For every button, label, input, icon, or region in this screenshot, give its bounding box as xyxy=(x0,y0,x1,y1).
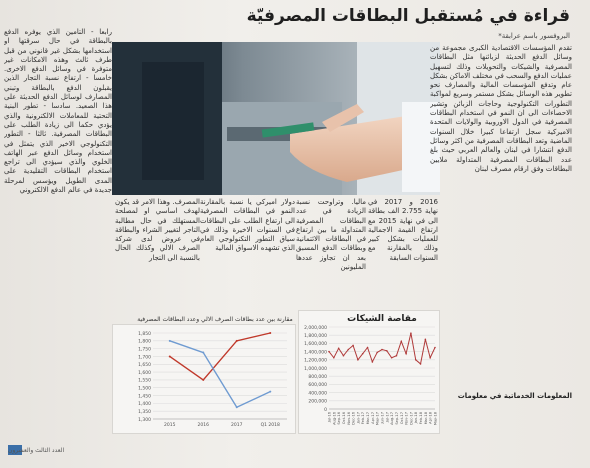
data-point xyxy=(405,353,407,355)
article-column-middle-4: 2016 و 2017 في نهاية 2.755 الف بطاقة الى في نهاية 2015 مع ارتفاع القيمة الاجمالية للعمليات بشكل كبير وذلك بالمقارنة مع السنوات السابقة xyxy=(368,198,438,262)
y-tick-label: 600,000 xyxy=(308,383,327,389)
x-tick-label: Aug-16 xyxy=(332,412,337,425)
y-tick-label: 1,200,000 xyxy=(304,358,327,364)
x-tick-label: Oct-16 xyxy=(341,412,346,425)
chart-cards-comparison xyxy=(112,324,296,434)
y-tick-label: 2,000,000 xyxy=(304,325,327,331)
x-tick-label: Aug-17 xyxy=(390,412,395,425)
x-tick-label: Apr-18 xyxy=(428,412,433,424)
y-tick-label: 1,550 xyxy=(138,378,151,384)
y-tick-label: 0 xyxy=(324,407,327,413)
y-tick-label: 1,800,000 xyxy=(304,334,327,339)
y-tick-label: 1,450 xyxy=(138,394,151,400)
x-tick-label: May-18 xyxy=(433,412,438,426)
chart-cheque-clearing xyxy=(298,310,440,434)
data-point xyxy=(347,349,349,351)
x-tick-label: Jul-17 xyxy=(385,412,390,423)
y-tick-label: 1,000,000 xyxy=(304,366,327,372)
article-title: قراءة في مُستقبل البطاقات المصرفيّة xyxy=(246,6,570,26)
data-point xyxy=(381,349,383,351)
data-point xyxy=(429,357,431,359)
data-point xyxy=(362,353,364,355)
x-tick-label: Jan-18 xyxy=(414,412,419,424)
data-point xyxy=(328,351,330,353)
data-point xyxy=(425,339,427,341)
data-point xyxy=(236,340,238,342)
y-tick-label: 1,800 xyxy=(138,339,151,345)
x-tick-label: Oct-17 xyxy=(399,412,404,425)
y-tick-label: 200,000 xyxy=(308,399,327,405)
data-point xyxy=(333,357,335,359)
y-tick-label: 1,350 xyxy=(138,409,151,415)
y-tick-label: 1,700 xyxy=(138,355,151,361)
y-tick-label: 400,000 xyxy=(308,391,327,397)
data-point xyxy=(420,363,422,365)
data-point xyxy=(396,355,398,357)
x-tick-label: Jun-17 xyxy=(380,412,385,424)
article-column-left: رابعا - التأمين الذي يوفره الدفع بالبطاقة في حال سرقتها او استخدامها بشكل غير قانوني من قبل طرف ثالث وهذه الامكانات غير متوفرة في وسائل الدفع الاخرى. خامسا - ارتفاع نسبة التجار الذين يقبلون الدفع بالبطاقة وتبني المصارف لوسائل الدفع الحديثة على هذا الصعيد. سادسا - تطور البنية التحتية للمعاملات الالكترونية والذي يؤدي حكما الى زيادة الطلب على البطاقات المصرفية. ثالثا - التطور التكنولوجي الاخير الذي يتمثل في استخدام وسائل الدفع عبر الهاتف الخلوي والذي سيؤدي الى تراجع استخدام البطاقات التقليدية على المدى الطويل ويؤسس لمرحلة جديدة في عالم الدفع الالكتروني xyxy=(4,28,112,195)
x-tick-label: Sep-16 xyxy=(337,412,342,425)
x-tick-label: 2017 xyxy=(231,423,243,428)
y-tick-label: 1,400,000 xyxy=(304,350,327,356)
article-column-middle-3: ماليا. وتراوحت نسبة الزيادة في عدد البطاقات المصرفية المتداولة ما بين ارتفاع في البطاقات الائتمانية وبطاقات الدفع المسبق بعد ان تجاوز عددها المليونين xyxy=(296,198,366,272)
x-tick-label: Nov-17 xyxy=(404,412,409,425)
y-tick-label: 1,400 xyxy=(138,402,151,408)
data-point xyxy=(386,350,388,352)
data-point xyxy=(169,355,171,357)
x-tick-label: May-17 xyxy=(375,412,380,426)
data-point xyxy=(372,361,374,363)
y-tick-label: 1,500 xyxy=(138,386,151,392)
atm-card-illustration xyxy=(112,42,440,195)
x-tick-label: Q1 2018 xyxy=(260,423,280,428)
x-tick-label: Sep-17 xyxy=(394,412,399,425)
data-point xyxy=(169,340,171,342)
x-tick-label: Feb-18 xyxy=(419,412,424,425)
x-tick-label: Nov-16 xyxy=(346,412,351,425)
data-point xyxy=(376,352,378,354)
x-tick-label: Mar-17 xyxy=(366,412,371,425)
data-point xyxy=(391,357,393,359)
y-tick-label: 1,300 xyxy=(138,417,151,423)
data-point xyxy=(352,345,354,347)
section-subhead: المعلومات الخدماتية في معلومات xyxy=(457,392,572,400)
x-tick-label: Apr-17 xyxy=(370,412,375,424)
x-tick-label: Jul-16 xyxy=(327,412,332,423)
y-tick-label: 1,850 xyxy=(138,331,151,337)
chart-cheque-svg xyxy=(299,311,439,433)
x-tick-label: Feb-17 xyxy=(361,412,366,425)
x-tick-label: Mar-18 xyxy=(423,412,428,425)
x-tick-label: Jan-17 xyxy=(356,412,361,424)
article-column-middle-2: دولار اميركي يا نسبة بالمقارنة النمو في البطاقات المصرفية الى ارتفاع الطلب على البطاقات في السنوات الاخيرة وذلك في سياق التطور التكنولوجي العام الذي تشهده الاسواق المالية xyxy=(200,198,295,253)
data-point xyxy=(338,348,340,350)
chart-title: مقاصة الشيكات xyxy=(347,314,417,324)
data-point xyxy=(400,341,402,343)
data-point xyxy=(415,359,417,361)
y-tick-label: 800,000 xyxy=(308,375,327,380)
x-tick-label: 2015 xyxy=(164,423,176,428)
data-point xyxy=(410,332,412,334)
data-point xyxy=(357,359,359,361)
chart-left-caption: مقارنة بين عدد بطاقات الصرف الالي وعدد البطاقات المصرفية xyxy=(137,316,293,323)
article-byline: البروفسور باسم عرابقة* xyxy=(498,32,570,40)
x-tick-label: 2016 xyxy=(197,423,209,428)
x-tick-label: Dec-17 xyxy=(409,412,414,425)
series-line-1 xyxy=(170,341,271,407)
chart-cards-svg xyxy=(113,325,295,433)
data-point xyxy=(236,406,238,408)
data-point xyxy=(434,347,436,349)
y-tick-label: 1,650 xyxy=(138,363,151,369)
x-tick-label: Dec-16 xyxy=(351,412,356,425)
data-point xyxy=(367,347,369,349)
series-line-0 xyxy=(329,333,435,364)
footer-text: العدد الثالث والعشرون xyxy=(8,447,65,454)
data-point xyxy=(202,352,204,354)
y-tick-label: 1,600 xyxy=(138,370,151,376)
data-point xyxy=(343,355,345,357)
y-tick-label: 1,600,000 xyxy=(304,342,327,348)
article-column-middle-1: المصرف. وهذا الامر قد يكون لهدف اساسي او لمصلحة المستهلك في حال مطالبة التاجر لتغيير الشراء والبطاقة في عروض لدى شركة الصرف الالي وكذلك الحال بالنسبة الى التجار xyxy=(115,198,200,262)
data-point xyxy=(269,391,271,393)
data-point xyxy=(269,332,271,334)
data-point xyxy=(202,379,204,381)
article-column-right: تقدم المؤسسات الاقتصادية الكبرى مجموعة من وسائل الدفع الحديثة لزبائنها مثل البطاقات المصرفية والشيكات والتحويلات وذلك لتسهيل عمليات الدفع والسحب في مختلف الاماكن بشكل عام وتدفع المؤسسات المالية والمصارف نحو تطوير هذه الوسائل بشكل مستمر وسريع لمواكبة التطورات التكنولوجية وحاجات الزبائن وتشير الاحصاءات الى ان النمو في استخدام البطاقات المصرفية في الدول الاوروبية والولايات المتحدة الاميركية سجل ارتفاعا كبيرا خلال السنوات الماضية وتعد البطاقات المصرفية من اكثر وسائل الدفع انتشارا في لبنان والعالم العربي حيث بلغ عدد البطاقات المصرفية المتداولة ملايين البطاقات وفق ارقام مصرف لبنان xyxy=(430,44,572,173)
atm-photo xyxy=(112,42,440,195)
y-tick-label: 1,750 xyxy=(138,347,151,353)
